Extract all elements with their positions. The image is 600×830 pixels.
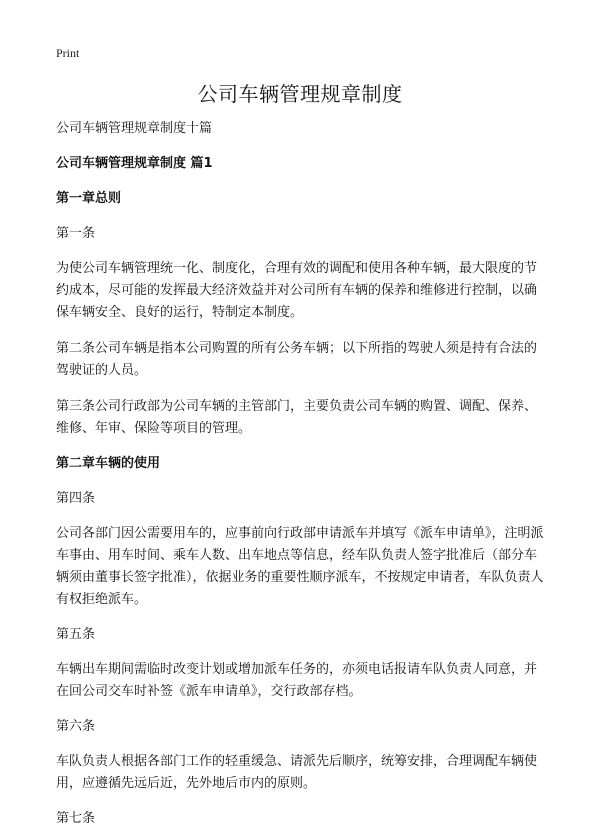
article-5-label: 第五条 xyxy=(56,627,96,642)
article-6-text: 车队负责人根据各部门工作的轻重缓急、请派先后顺序，统筹安排，合理调配车辆使用，应遵循先远后近，先外地后市内的原则。 xyxy=(56,754,538,791)
page-title: 公司车辆管理规章制度 xyxy=(197,82,403,106)
article-7-label: 第七条 xyxy=(56,811,96,826)
article-1-text: 为使公司车辆管理统一化、制度化，合理有效的调配和使用各种车辆，最大限度的节约成本，尽可能的发挥最大经济效益并对公司所有车辆的保养和维修进行控制，以确保车辆安全、良好的运行，特制定本制度。 xyxy=(56,261,538,320)
chapter-heading-2: 第二章车辆的使用 xyxy=(56,456,161,471)
article-4-text: 公司各部门因公需要用车的，应事前向行政部申请派车并填写《派车申请单》，注明派车事由、用车时间、乘车人数、出车地点等信息，经车队负责人签字批准后（部分车辆须由董事长签字批准），依据业务的重要性顺序派车，不按规定申请者，车队负责人有权拒绝派车。 xyxy=(56,526,544,607)
document-body xyxy=(56,118,546,830)
article-2-text: 第二条公司车辆是指本公司购置的所有公务车辆；以下所指的驾驶人须是持有合法的驾驶证的人员。 xyxy=(56,341,538,378)
section-heading: 公司车辆管理规章制度 篇1 xyxy=(56,156,213,171)
chapter-heading-1: 第一章总则 xyxy=(56,191,122,206)
article-5-text: 车辆出车期间需临时改变计划或增加派车任务的，亦须电话报请车队负责人同意，并在回公司交车时补签《派车申请单》，交行政部存档。 xyxy=(56,662,538,699)
article-4-label: 第四条 xyxy=(56,491,96,506)
article-6-label: 第六条 xyxy=(56,719,96,734)
print-link[interactable]: Print xyxy=(56,46,80,60)
article-1-label: 第一条 xyxy=(56,226,96,241)
article-3-text: 第三条公司行政部为公司车辆的主管部门，主要负责公司车辆的购置、调配、保养、维修、年审、保险等项目的管理。 xyxy=(56,399,538,436)
subtitle: 公司车辆管理规章制度十篇 xyxy=(56,121,213,136)
